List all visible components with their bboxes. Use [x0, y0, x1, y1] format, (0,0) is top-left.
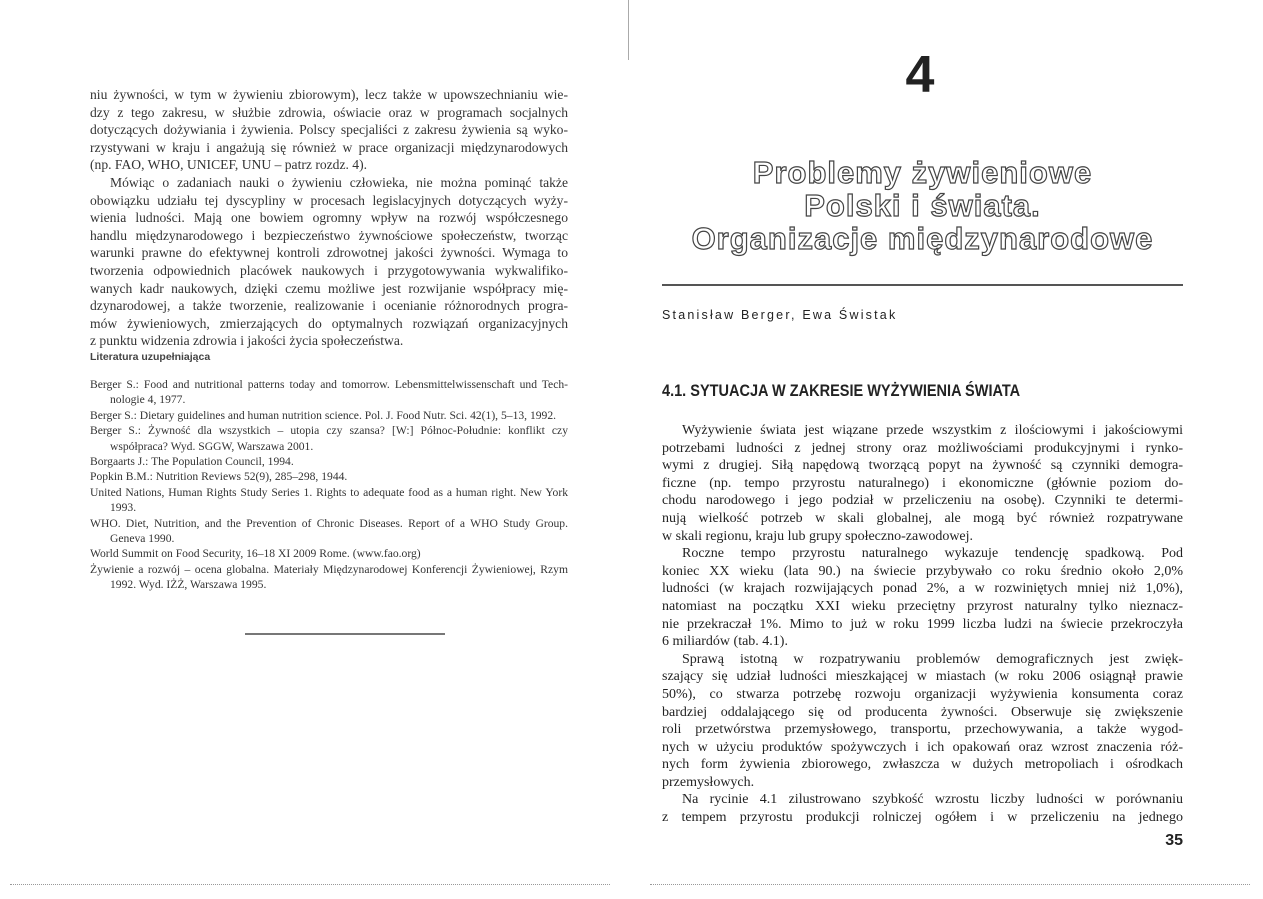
section-heading: 4.1. SYTUACJA W ZAKRESIE WYŻYWIENIA ŚWIATA	[662, 382, 1021, 400]
reference-line: 1992. Wyd. IŻŻ, Warszawa 1995.	[110, 578, 267, 592]
reference-line: nologie 4, 1977.	[110, 393, 186, 407]
authors: Stanisław Berger, Ewa Świstak	[662, 308, 898, 322]
chapter-title	[662, 156, 1183, 255]
text-line: 6 miliardów (tab. 4.1).	[662, 634, 788, 650]
text-line: obowiązku udziału tej dyscypliny w procesach legislacyjnych dotyczących wyży-	[90, 192, 568, 208]
reference-line: World Summit on Food Security, 16–18 XI 2009 Rome. (www.fao.org)	[90, 547, 421, 561]
gutter-mark	[628, 0, 629, 60]
text-line: handlu międzynarodowego i bezpieczeństwo żywnościowe społeczeństw, tworząc	[90, 227, 568, 243]
text-line: ludności (w krajach rozwijających ponad 2%, a w rozwiniętych mniej niż 1,0%),	[662, 581, 1183, 597]
chapter-number: 4	[905, 46, 935, 104]
text-line: z punktu widzenia zdrowia i jakości życia społeczeństwa.	[90, 333, 404, 349]
text-line: wymi z drugiej. Siłą napędową tworzącą popyt na żywność są czynniki demogra-	[662, 458, 1183, 474]
left-body-text	[90, 86, 568, 350]
text-line: mów żywieniowych, zmierzających do optymalnych rozwiązań organizacyjnych	[90, 315, 568, 331]
reference-line: 1993.	[110, 501, 137, 515]
text-line: ficzne (np. tempo przyrostu naturalnego) i ekonomiczne (głównie poziom do-	[662, 475, 1183, 491]
text-line: niu żywności, w tym w żywieniu zbiorowym), lecz także w upowszechnianiu wie-	[90, 87, 568, 102]
text-line: rzystywani w kraju i angażują się również w prace organizacji międzynarodowych	[90, 139, 568, 155]
text-line: potrzebami ludności z jednej strony oraz możliwościami produkcyjnymi i rynko-	[662, 440, 1183, 456]
text-line: szający się udział ludności mieszkającej w miastach (w roku 2006 osiągnął prawie	[662, 669, 1183, 685]
text-line: Na rycinie 4.1 zilustrowano szybkość wzrostu liczby ludności w porównaniu	[682, 792, 1183, 808]
reference-line: Berger S.: Żywność dla wszystkich – utopia czy szansa? [W:] Północ-Południe: konflikt czy	[90, 424, 568, 438]
chapter-title-line: Polski i świata.	[804, 188, 1041, 223]
reference-line: Borgaarts J.: The Population Council, 1994.	[90, 455, 294, 469]
text-line: w skali regionu, kraju lub grupy społeczno-zawodowej.	[662, 528, 974, 544]
text-line: chodu narodowego i jego podział w przeliczeniu na osobę). Czynniki te determi-	[662, 493, 1183, 509]
reference-line: WHO. Diet, Nutrition, and the Prevention of Chronic Diseases. Report of a WHO Study Group.	[90, 516, 568, 530]
text-line: Wyżywienie świata jest wiązane przede wszystkim z ilościowymi i jakościowymi	[682, 423, 1183, 438]
text-line: nie przekraczał 1%. Mimo to już w roku 1999 liczba ludzi na świecie przekroczyła	[662, 616, 1183, 632]
text-line: Mówiąc o zadaniach nauki o żywieniu człowieka, nie można pominąć także	[110, 174, 568, 190]
text-line: bardziej oddalającego się od producenta żywności. Obserwuje się zwiększenie	[662, 704, 1183, 720]
text-line: z tempem przyrostu produkcji rolniczej ogółem i w przeliczeniu na jednego	[662, 810, 1183, 826]
text-line: natomiast na początku XXI wieku przeciętny przyrost naturalny tylko nieznacz-	[662, 598, 1183, 614]
text-line: tworzenia odpowiednich placówek naukowych i przygotowywania wykwalifiko-	[90, 262, 568, 278]
text-line: nują wielkość potrzeb w skali globalnej, ale mogą być również rozpatrywane	[662, 510, 1183, 526]
literature-heading: Literatura uzupełniająca	[90, 351, 211, 363]
scan-edge	[10, 884, 610, 886]
text-line: roli przetwórstwa przemysłowego, transportu, przechowywania, a także wygod-	[662, 722, 1183, 738]
reference-line: współpraca? Wyd. SGGW, Warszawa 2001.	[110, 439, 314, 453]
text-line: wanych kadr naukowych, dzięki czemu możliwe jest rozwijanie współpracy mię-	[90, 280, 568, 296]
text-line: dzynarodowej, a także tworzenie, realizowanie i ocenianie różnorodnych progra-	[90, 298, 568, 314]
page-number: 35	[1165, 832, 1183, 849]
reference-line: Popkin B.M.: Nutrition Reviews 52(9), 285–298, 1944.	[90, 470, 348, 484]
text-line: wienia ludności. Mają one bowiem ogromny wpływ na rozwój współczesnego	[90, 210, 568, 226]
scan-edge	[650, 884, 1250, 886]
text-line: 50%), co stwarza potrzebę rozwoju organizacji wyżywienia konsumenta coraz	[662, 686, 1183, 702]
reference-list	[90, 377, 568, 593]
reference-line: United Nations, Human Rights Study Series 1. Rights to adequate food as a human right. New York	[90, 485, 568, 499]
text-line: koniec XX wieku (lata 90.) na świecie przybywało co roku średnio około 2,0%	[662, 563, 1183, 579]
text-line: nych w użyciu produktów spożywczych i ich opakowań oraz wzrost znaczenia róż-	[662, 739, 1183, 755]
reference-line: Żywienie a rozwój – ocena globalna. Materiały Międzynarodowej Konferencji Żywieniowej, Rzym	[90, 562, 568, 576]
text-line: warunki prawne do efektywnej kontroli zdrowotnej jakości żywności. Wymaga to	[90, 245, 568, 261]
reference-line: Berger S.: Food and nutritional patterns today and tomorrow. Lebensmittelwissenschaft und Tech-	[90, 378, 568, 391]
text-line: nych form żywienia zbiorowego, zwłaszcza w dużych metropoliach i ośrodkach	[662, 757, 1183, 773]
end-rule	[245, 633, 445, 635]
reference-line: Berger S.: Dietary guidelines and human nutrition science. Pol. J. Food Nutr. Sci. 42(1), 5–13, 1992.	[90, 408, 557, 422]
text-line: Sprawą istotną w rozpatrywaniu problemów demograficznych jest zwięk-	[682, 651, 1183, 667]
right-body-text	[662, 422, 1183, 827]
text-line: dzy z tego zakresu, w służbie zdrowia, oświacie oraz w programach socjalnych	[90, 104, 568, 120]
reference-line: Geneva 1990.	[110, 532, 175, 546]
text-line: Roczne tempo przyrostu naturalnego wykazuje tendencję spadkową. Pod	[682, 546, 1183, 562]
text-line: przemysłowych.	[662, 774, 755, 790]
title-rule	[662, 284, 1183, 286]
text-line: (np. FAO, WHO, UNICEF, UNU – patrz rozdz. 4).	[90, 157, 368, 173]
chapter-title-line: Problemy żywieniowe	[752, 155, 1093, 190]
text-line: dotyczących dożywiania i żywienia. Polscy specjaliści z zakresu żywienia są wyko-	[90, 122, 568, 138]
chapter-title-line: Organizacje międzynarodowe	[691, 221, 1154, 256]
